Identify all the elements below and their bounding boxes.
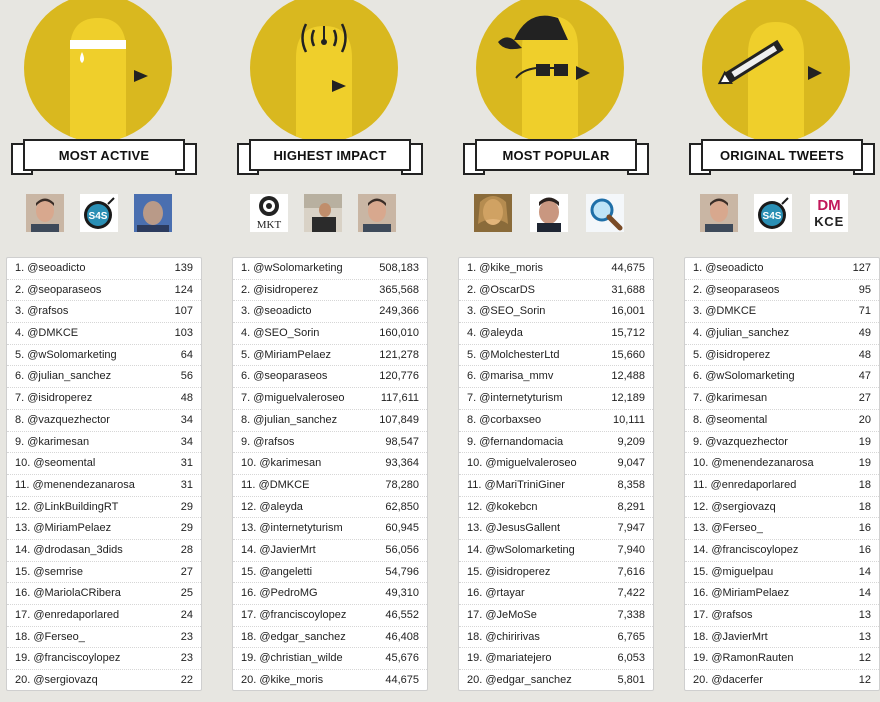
rank-value: 98,547 (385, 435, 419, 448)
list-item (685, 627, 879, 649)
avatar[interactable] (474, 194, 512, 232)
rank-value: 49 (858, 327, 871, 340)
rank-value: 16 (858, 543, 871, 556)
rank-value: 7,940 (617, 543, 645, 556)
rank-handle[interactable]: 5. @MolchesterLtd (467, 348, 560, 361)
rank-handle[interactable]: 3. @seoadicto (241, 305, 312, 318)
rank-value: 8,358 (617, 478, 645, 491)
rank-handle[interactable]: 19. @christian_wilde (241, 652, 343, 665)
list-item (459, 562, 653, 584)
rank-handle[interactable]: 15. @semrise (15, 565, 84, 578)
rank-value: 48 (858, 348, 871, 361)
title-highest-impact: HIGHEST IMPACT (249, 139, 411, 171)
title-most-popular: MOST POPULAR (475, 139, 637, 171)
list-item (459, 388, 653, 410)
rank-handle[interactable]: 12. @LinkBuildingRT (15, 500, 119, 513)
list-item (685, 497, 879, 519)
list-item (7, 301, 201, 323)
rank-handle[interactable]: 12. @aleyda (241, 500, 303, 513)
rank-value: 127 (852, 262, 871, 274)
rank-handle[interactable]: 12. @kokebcn (467, 500, 538, 513)
rank-handle[interactable]: 5. @wSolomarketing (15, 348, 117, 361)
rank-value: 95 (858, 283, 871, 296)
rank-handle[interactable]: 11. @MariTriniGiner (467, 478, 565, 491)
rank-value: 18 (858, 478, 871, 491)
avatar[interactable] (754, 194, 792, 232)
rank-handle[interactable]: 8. @seomental (693, 413, 768, 426)
list-item (233, 388, 427, 410)
rank-handle[interactable]: 15. @isidroperez (467, 565, 551, 578)
rank-value: 365,568 (379, 283, 419, 296)
rank-value: 6,053 (617, 652, 645, 665)
title-most-active: MOST ACTIVE (23, 139, 185, 171)
rank-value: 64 (180, 348, 193, 361)
rank-value: 16,001 (611, 305, 645, 318)
list-item (459, 540, 653, 562)
list-item (459, 670, 653, 692)
rank-value: 7,338 (617, 609, 645, 621)
rank-handle[interactable]: 14. @JavierMrt (241, 543, 316, 556)
rank-value: 31 (180, 457, 193, 470)
rank-value: 46,408 (385, 630, 419, 643)
rank-value: 117,611 (380, 392, 419, 405)
rank-handle[interactable]: 19. @RamonRauten (693, 652, 794, 665)
rank-value: 14 (858, 565, 871, 578)
rank-value: 121,278 (379, 348, 419, 361)
rank-handle[interactable]: 9. @fernandomacia (467, 435, 564, 448)
rank-handle[interactable]: 12. @sergiovazq (693, 500, 776, 513)
rank-handle[interactable]: 3. @DMKCE (693, 305, 757, 318)
svg-text:S4S: S4S (762, 211, 782, 222)
column-most-active (6, 0, 202, 702)
list-item (7, 280, 201, 302)
list-item (459, 518, 653, 540)
ranking-list (6, 257, 202, 691)
list-item (233, 562, 427, 584)
rank-value: 103 (174, 327, 193, 340)
svg-text:C: C (824, 214, 834, 229)
rank-value: 20 (858, 413, 871, 426)
rank-handle[interactable]: 10. @miguelvaleroseo (467, 457, 577, 470)
list-item (7, 388, 201, 410)
rank-handle[interactable]: 16. @MariolaCRibera (15, 587, 121, 600)
rank-value: 9,047 (617, 457, 645, 470)
rank-value: 12 (858, 674, 871, 687)
list-item (685, 562, 879, 584)
rank-value: 12,189 (611, 392, 645, 405)
rank-handle[interactable]: 11. @enredaporlared (693, 478, 797, 491)
rank-value: 78,280 (385, 478, 419, 491)
rank-handle[interactable]: 9. @rafsos (241, 435, 295, 448)
rank-value: 5,801 (617, 674, 645, 687)
list-item (459, 605, 653, 627)
list-item (233, 540, 427, 562)
rank-handle[interactable]: 5. @isidroperez (693, 348, 771, 361)
rank-value: 160,010 (379, 327, 419, 340)
list-item (233, 258, 427, 280)
ranking-list (232, 257, 428, 691)
list-item (685, 475, 879, 497)
list-item (7, 583, 201, 605)
rank-handle[interactable]: 11. @menendezanarosa (15, 478, 135, 491)
rank-handle[interactable]: 20. @kike_moris (241, 674, 324, 687)
rank-handle[interactable]: 18. @edgar_sanchez (241, 630, 346, 643)
rank-handle[interactable]: 8. @vazquezhector (15, 413, 110, 426)
rank-handle[interactable]: 2. @seoparaseos (693, 283, 780, 296)
list-item (233, 648, 427, 670)
rank-value: 8,291 (617, 500, 645, 513)
rank-value: 29 (180, 522, 193, 535)
rank-value: 25 (180, 587, 193, 600)
list-item (685, 280, 879, 302)
rank-value: 24 (180, 609, 193, 621)
rank-value: 9,209 (617, 435, 645, 448)
list-item (459, 258, 653, 280)
rank-value: 27 (858, 392, 871, 405)
rank-value: 22 (180, 674, 193, 687)
rank-handle[interactable]: 14. @wSolomarketing (467, 543, 575, 556)
list-item (685, 323, 879, 345)
list-item (685, 366, 879, 388)
rank-value: 16 (858, 522, 871, 535)
rank-value: 18 (858, 500, 871, 513)
list-item (685, 410, 879, 432)
list-item (459, 410, 653, 432)
list-item (685, 301, 879, 323)
svg-text:MKT: MKT (256, 219, 282, 231)
list-item (7, 323, 201, 345)
list-item (7, 258, 201, 280)
rank-handle[interactable]: 4. @SEO_Sorin (241, 327, 320, 340)
rank-handle[interactable]: 16. @PedroMG (241, 587, 318, 600)
list-item (233, 301, 427, 323)
rank-value: 56 (180, 370, 193, 383)
list-item (459, 280, 653, 302)
rank-handle[interactable]: 20. @dacerfer (693, 674, 763, 687)
list-item (459, 475, 653, 497)
rank-value: 27 (180, 565, 193, 578)
rank-handle[interactable]: 13. @internetyturism (241, 522, 343, 535)
avatar[interactable] (134, 194, 172, 232)
rank-value: 60,945 (385, 522, 419, 535)
rank-handle[interactable]: 17. @enredaporlared (15, 609, 120, 621)
top-avatars (458, 194, 654, 234)
list-item (7, 670, 201, 692)
rank-value: 13 (858, 609, 871, 621)
rank-handle[interactable]: 7. @miguelvaleroseo (241, 392, 345, 405)
rank-value: 6,765 (617, 630, 645, 643)
list-item (7, 562, 201, 584)
rank-handle[interactable]: 18. @chiririvas (467, 630, 540, 643)
rank-handle[interactable]: 8. @corbaxseo (467, 413, 542, 426)
rank-value: 13 (858, 630, 871, 643)
avatar[interactable] (304, 194, 342, 232)
svg-text:DM: DM (817, 197, 841, 214)
list-item (233, 323, 427, 345)
rank-handle[interactable]: 4. @aleyda (467, 327, 523, 340)
rank-handle[interactable]: 16. @MiriamPelaez (693, 587, 790, 600)
list-item (7, 518, 201, 540)
top-avatars (6, 194, 202, 234)
rank-handle[interactable]: 6. @wSolomarketing (693, 370, 795, 383)
rank-value: 28 (180, 543, 193, 556)
avatar[interactable] (700, 194, 738, 232)
rank-handle[interactable]: 11. @DMKCE (241, 478, 310, 491)
list-item (233, 518, 427, 540)
rank-value: 46,552 (385, 609, 419, 621)
list-item (459, 648, 653, 670)
list-item (459, 345, 653, 367)
rank-value: 71 (858, 305, 871, 318)
rank-handle[interactable]: 13. @JesusGallent (467, 522, 561, 535)
rank-handle[interactable]: 1. @kike_moris (467, 262, 543, 274)
rank-handle[interactable]: 9. @karimesan (15, 435, 90, 448)
rank-value: 62,850 (385, 500, 419, 513)
rank-handle[interactable]: 10. @menendezanarosa (693, 457, 814, 470)
rank-value: 34 (180, 413, 193, 426)
rank-handle[interactable]: 6. @marisa_mmv (467, 370, 554, 383)
rank-handle[interactable]: 4. @julian_sanchez (693, 327, 790, 340)
rank-handle[interactable]: 10. @karimesan (241, 457, 322, 470)
list-item (685, 648, 879, 670)
rank-handle[interactable]: 7. @isidroperez (15, 392, 93, 405)
rank-handle[interactable]: 1. @seoadicto (15, 262, 86, 274)
rank-handle[interactable]: 18. @JavierMrt (693, 630, 768, 643)
list-item (7, 432, 201, 454)
list-item (459, 301, 653, 323)
list-item (685, 670, 879, 692)
rank-handle[interactable]: 10. @seomental (15, 457, 96, 470)
rank-handle[interactable]: 7. @internetyturism (467, 392, 563, 405)
rank-value: 93,364 (385, 457, 419, 470)
list-item (7, 453, 201, 475)
rank-value: 107,849 (379, 413, 419, 426)
rank-value: 45,676 (385, 652, 419, 665)
list-item (233, 475, 427, 497)
list-item (233, 627, 427, 649)
list-item (685, 258, 879, 280)
rank-handle[interactable]: 19. @franciscoylopez (15, 652, 121, 665)
list-item (233, 670, 427, 692)
avatar[interactable] (810, 194, 848, 232)
rank-handle[interactable]: 3. @SEO_Sorin (467, 305, 546, 318)
avatar[interactable] (586, 194, 624, 232)
list-item (459, 583, 653, 605)
rank-value: 31 (180, 478, 193, 491)
svg-text:K: K (814, 214, 824, 229)
list-item (233, 366, 427, 388)
rank-value: 44,675 (611, 262, 645, 274)
rank-value: 34 (180, 435, 193, 448)
rank-value: 44,675 (385, 674, 419, 687)
ranking-list (684, 257, 880, 691)
rank-value: 49,310 (385, 587, 419, 600)
avatar[interactable] (530, 194, 568, 232)
column-original-tweets (684, 0, 880, 702)
rank-value: 29 (180, 500, 193, 513)
list-item (233, 432, 427, 454)
list-item (685, 388, 879, 410)
list-item (7, 345, 201, 367)
rank-value: 10,111 (612, 413, 645, 426)
list-item (685, 518, 879, 540)
list-item (233, 345, 427, 367)
rank-handle[interactable]: 6. @julian_sanchez (15, 370, 112, 383)
list-item (685, 583, 879, 605)
rank-handle[interactable]: 13. @MiriamPelaez (15, 522, 112, 535)
list-item (685, 605, 879, 627)
rank-handle[interactable]: 9. @vazquezhector (693, 435, 788, 448)
rank-handle[interactable]: 17. @JeMoSe (467, 609, 537, 621)
rank-handle[interactable]: 14. @franciscoylopez (693, 543, 799, 556)
rank-value: 23 (180, 630, 193, 643)
rank-value: 12,488 (611, 370, 645, 383)
list-item (7, 475, 201, 497)
rank-value: 7,616 (617, 565, 645, 578)
rank-value: 56,056 (385, 543, 419, 556)
rank-value: 139 (174, 262, 193, 274)
rank-handle[interactable]: 20. @edgar_sanchez (467, 674, 572, 687)
list-item (459, 323, 653, 345)
top-avatars (232, 194, 428, 234)
rank-handle[interactable]: 2. @isidroperez (241, 283, 319, 296)
list-item (7, 648, 201, 670)
rank-value: 107 (174, 305, 193, 318)
list-item (7, 540, 201, 562)
rank-handle[interactable]: 2. @OscarDS (467, 283, 536, 296)
rank-value: 7,422 (617, 587, 645, 600)
rank-value: 15,660 (611, 348, 645, 361)
rank-handle[interactable]: 3. @rafsos (15, 305, 69, 318)
rank-handle[interactable]: 4. @DMKCE (15, 327, 79, 340)
rank-handle[interactable]: 6. @seoparaseos (241, 370, 328, 383)
rank-value: 120,776 (379, 370, 419, 383)
rank-handle[interactable]: 8. @julian_sanchez (241, 413, 338, 426)
list-item (7, 605, 201, 627)
rank-handle[interactable]: 17. @rafsos (693, 609, 753, 621)
list-item (233, 605, 427, 627)
list-item (459, 453, 653, 475)
rank-value: 12 (858, 652, 871, 665)
rank-handle[interactable]: 13. @Ferseo_ (693, 522, 763, 535)
rank-value: 19 (858, 435, 871, 448)
avatar[interactable] (26, 194, 64, 232)
top-avatars (684, 194, 880, 234)
column-highest-impact (232, 0, 428, 702)
rank-value: 19 (858, 457, 871, 470)
avatar[interactable] (358, 194, 396, 232)
rank-handle[interactable]: 20. @sergiovazq (15, 674, 98, 687)
list-item (685, 540, 879, 562)
list-item (233, 497, 427, 519)
svg-text:S4S: S4S (88, 211, 108, 222)
list-item (7, 410, 201, 432)
avatar[interactable] (80, 194, 118, 232)
rank-value: 14 (858, 587, 871, 600)
list-item (459, 497, 653, 519)
rank-value: 23 (180, 652, 193, 665)
rank-handle[interactable]: 14. @drodasan_3dids (15, 543, 123, 556)
column-most-popular (458, 0, 654, 702)
ranking-list (458, 257, 654, 691)
list-item (233, 410, 427, 432)
rank-handle[interactable]: 17. @franciscoylopez (241, 609, 347, 621)
title-original-tweets: ORIGINAL TWEETS (701, 139, 863, 171)
list-item (685, 432, 879, 454)
list-item (7, 366, 201, 388)
rank-handle[interactable]: 18. @Ferseo_ (15, 630, 85, 643)
svg-text:E: E (834, 214, 844, 229)
list-item (7, 497, 201, 519)
list-item (233, 583, 427, 605)
list-item (459, 627, 653, 649)
list-item (685, 453, 879, 475)
rank-handle[interactable]: 1. @wSolomarketing (241, 262, 343, 274)
rank-handle[interactable]: 1. @seoadicto (693, 262, 764, 274)
rank-value: 15,712 (611, 327, 645, 340)
rank-value: 508,183 (379, 262, 419, 274)
list-item (233, 453, 427, 475)
rank-value: 31,688 (611, 283, 645, 296)
rank-value: 124 (174, 283, 193, 296)
list-item (233, 280, 427, 302)
rank-handle[interactable]: 19. @mariatejero (467, 652, 552, 665)
rank-value: 54,796 (385, 565, 419, 578)
list-item (7, 627, 201, 649)
rank-handle[interactable]: 2. @seoparaseos (15, 283, 102, 296)
list-item (685, 345, 879, 367)
list-item (459, 432, 653, 454)
rank-handle[interactable]: 5. @MiriamPelaez (241, 348, 332, 361)
rank-value: 7,947 (617, 522, 645, 535)
rank-handle[interactable]: 7. @karimesan (693, 392, 768, 405)
avatar[interactable] (250, 194, 288, 232)
rank-value: 48 (180, 392, 193, 405)
list-item (459, 366, 653, 388)
rank-handle[interactable]: 15. @angeletti (241, 565, 313, 578)
rank-handle[interactable]: 15. @miguelpau (693, 565, 774, 578)
rank-handle[interactable]: 16. @rtayar (467, 587, 525, 600)
rank-value: 47 (858, 370, 871, 383)
rank-value: 249,366 (379, 305, 419, 318)
